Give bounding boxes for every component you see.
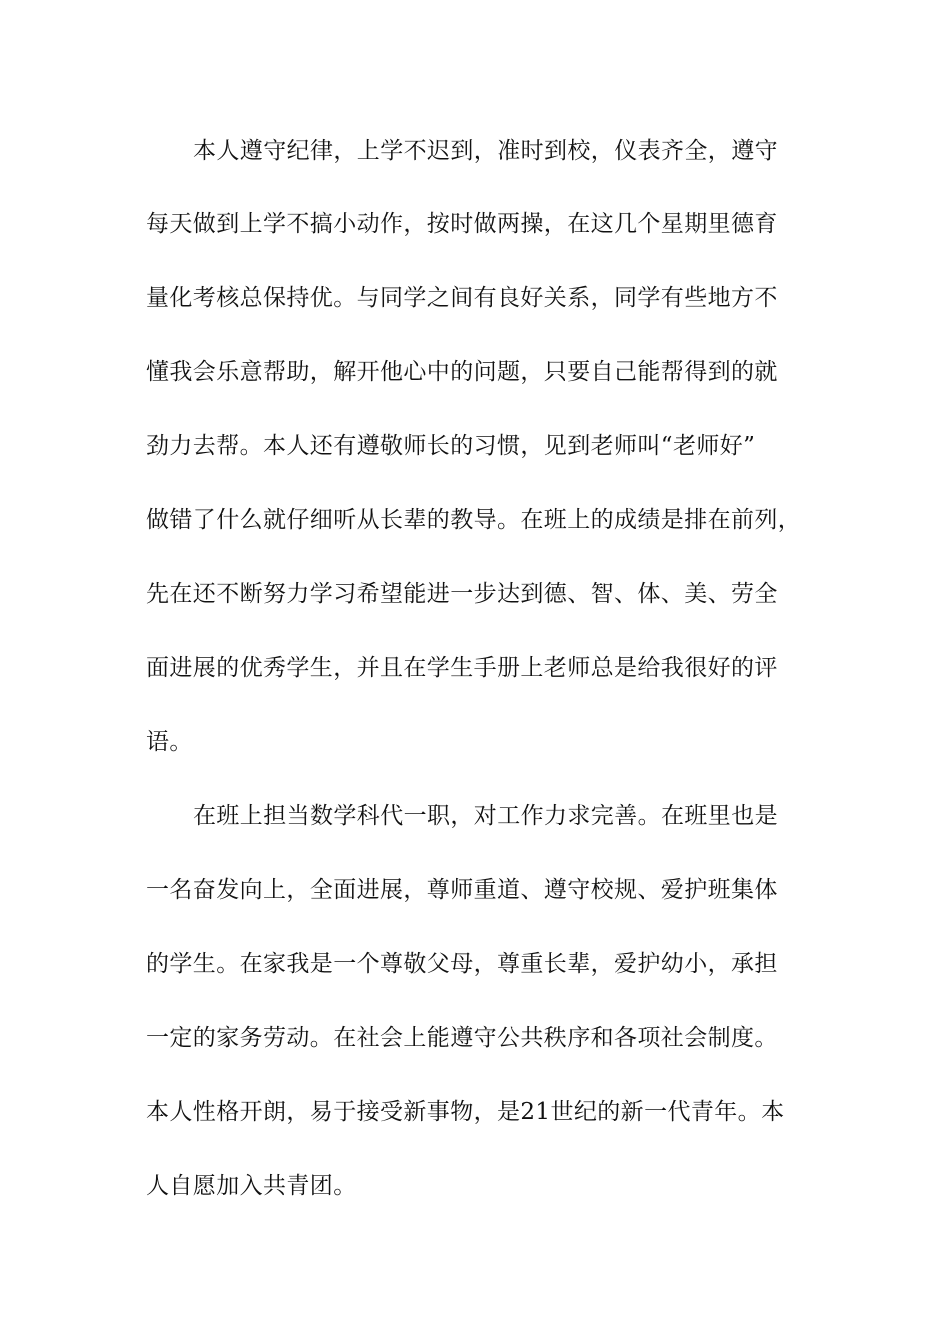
paragraph-1-line-6: 做错了什么就仔细听从长辈的教导。在班上的成绩是排在前列， [146,507,802,533]
paragraph-1-line-1: 本人遵守纪律，上学不迟到，准时到校，仪表齐全，遵守 [193,138,778,164]
paragraph-1-line-3: 量化考核总保持优。与同学之间有良好关系，同学有些地方不 [146,285,778,311]
paragraph-1-line-7: 先在还不断努力学习希望能进一步达到德、智、体、美、劳全 [146,581,778,607]
paragraph-1-line-4: 懂我会乐意帮助，解开他心中的问题，只要自己能帮得到的就 [146,359,778,385]
paragraph-1-line-2: 每天做到上学不搞小动作，按时做两操，在这几个星期里德育 [146,211,778,237]
paragraph-1-line-5: 劲力去帮。本人还有遵敬师长的习惯，见到老师叫“老师好” [146,433,756,459]
paragraph-2-line-4: 一定的家务劳动。在社会上能遵守公共秩序和各项社会制度。 [146,1025,778,1051]
paragraph-2-line-1: 在班上担当数学科代一职，对工作力求完善。在班里也是 [193,803,778,829]
paragraph-2-line-3: 的学生。在家我是一个尊敬父母，尊重长辈，爱护幼小，承担 [146,951,778,977]
paragraph-2-line-5: 本人性格开朗，易于接受新事物，是21世纪的新一代青年。本 [146,1099,785,1125]
paragraph-2-line-6: 人自愿加入共青团。 [146,1173,357,1199]
paragraph-1-line-9: 语。 [146,729,193,755]
paragraph-1-line-8: 面进展的优秀学生，并且在学生手册上老师总是给我很好的评 [146,655,778,681]
paragraph-2-line-2: 一名奋发向上，全面进展，尊师重道、遵守校规、爱护班集体 [146,877,778,903]
